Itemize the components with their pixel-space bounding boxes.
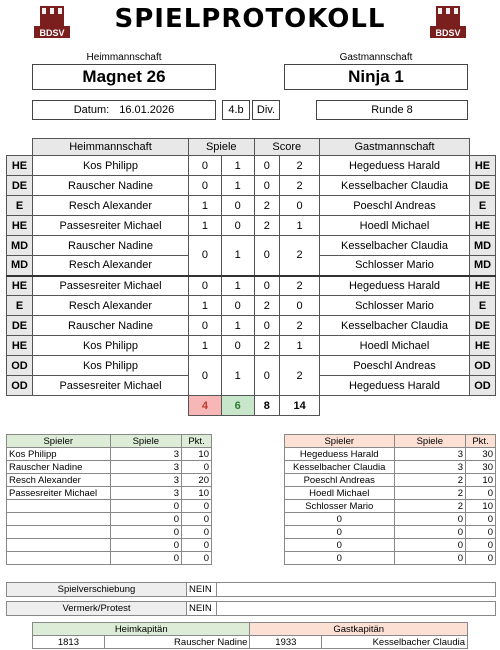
match-type: MD xyxy=(7,236,33,256)
captains-table xyxy=(32,622,468,649)
home-games: 0 xyxy=(189,276,222,296)
match-type-guest: HE xyxy=(470,336,496,356)
home-player: Resch Alexander xyxy=(33,256,189,276)
division-box: Div. xyxy=(252,100,280,120)
guest-score: 0 xyxy=(280,296,320,316)
stats-games: 0 xyxy=(110,500,182,513)
home-score: 2 xyxy=(254,336,280,356)
guest-score: 2 xyxy=(280,176,320,196)
stats-row xyxy=(7,552,212,565)
stats-games: 0 xyxy=(110,513,182,526)
stats-games: 3 xyxy=(394,461,466,474)
guest-score: 2 xyxy=(280,236,320,276)
stats-points: 10 xyxy=(182,448,212,461)
match-type-guest: OD xyxy=(470,376,496,396)
stats-player: 0 xyxy=(285,513,395,526)
svg-text:BDSV: BDSV xyxy=(39,28,65,38)
match-type: HE xyxy=(7,336,33,356)
match-type: E xyxy=(7,296,33,316)
guest-player: Hegeduess Harald xyxy=(320,276,470,296)
stats-games: 0 xyxy=(394,513,466,526)
home-player: Rauscher Nadine xyxy=(33,176,189,196)
stats-points: 20 xyxy=(182,474,212,487)
stats-row xyxy=(285,474,496,487)
home-captain-label: Heimkapitän xyxy=(33,623,250,636)
guest-score: 0 xyxy=(280,196,320,216)
svg-text:BDSV: BDSV xyxy=(435,28,461,38)
stats-points: 0 xyxy=(182,552,212,565)
home-player: Kos Philipp xyxy=(33,336,189,356)
stats-points: 0 xyxy=(466,539,496,552)
home-score: 0 xyxy=(254,276,280,296)
stats-player: Kos Philipp xyxy=(7,448,111,461)
stats-player xyxy=(7,526,111,539)
round-box: Runde 8 xyxy=(316,100,468,120)
stats-games: 3 xyxy=(110,487,182,500)
match-type: HE xyxy=(7,216,33,236)
home-score: 0 xyxy=(254,156,280,176)
stats-row xyxy=(7,487,212,500)
match-type: HE xyxy=(7,276,33,296)
stats-points: 0 xyxy=(466,513,496,526)
match-type-guest: OD xyxy=(470,356,496,376)
match-type-guest: DE xyxy=(470,316,496,336)
stats-points: 0 xyxy=(466,526,496,539)
match-type: E xyxy=(7,196,33,216)
postponement-row xyxy=(6,582,496,597)
guest-player: Hoedl Michael xyxy=(320,216,470,236)
page-title: SPIELPROTOKOLL xyxy=(114,4,386,34)
stats-player: Hoedl Michael xyxy=(285,487,395,500)
guest-score: 2 xyxy=(280,316,320,336)
stats-player: 0 xyxy=(285,539,395,552)
guest-captain-id: 1933 xyxy=(250,636,322,649)
guest-games: 1 xyxy=(221,276,254,296)
guest-games: 1 xyxy=(221,356,254,396)
match-type: HE xyxy=(7,156,33,176)
home-score: 2 xyxy=(254,296,280,316)
date-value: 16.01.2026 xyxy=(119,104,175,116)
match-type-guest: DE xyxy=(470,176,496,196)
match-row xyxy=(7,316,496,336)
stats-row xyxy=(285,448,496,461)
stats-row xyxy=(285,461,496,474)
match-row xyxy=(7,236,496,256)
stats-games: 3 xyxy=(110,474,182,487)
stats-row xyxy=(7,513,212,526)
stats-points: 0 xyxy=(466,552,496,565)
home-score: 0 xyxy=(254,236,280,276)
protest-label: Vermerk/Protest xyxy=(7,602,187,616)
total-guest-games: 6 xyxy=(221,396,254,416)
guest-player: Kesselbacher Claudia xyxy=(320,176,470,196)
match-type-guest: HE xyxy=(470,216,496,236)
home-team-name: Magnet 26 xyxy=(32,64,216,90)
guest-games: 0 xyxy=(221,196,254,216)
stats-row xyxy=(7,539,212,552)
guest-team-name: Ninja 1 xyxy=(284,64,468,90)
stats-games: 3 xyxy=(394,448,466,461)
stats-player xyxy=(7,552,111,565)
stats-points: 30 xyxy=(466,461,496,474)
home-captain-id: 1813 xyxy=(33,636,105,649)
match-table xyxy=(6,138,496,416)
match-type-guest: HE xyxy=(470,156,496,176)
home-team-label: Heimmannschaft xyxy=(86,52,162,63)
home-stats-player-header: Spieler xyxy=(7,435,111,448)
guest-player: Hegeduess Harald xyxy=(320,156,470,176)
match-type: OD xyxy=(7,356,33,376)
guest-player: Poeschl Andreas xyxy=(320,196,470,216)
guest-captain-label: Gastkapitän xyxy=(250,623,468,636)
stats-games: 3 xyxy=(110,448,182,461)
guest-captain-name: Kesselbacher Claudia xyxy=(322,636,468,649)
stats-points: 0 xyxy=(182,461,212,474)
guest-player: Poeschl Andreas xyxy=(320,356,470,376)
guest-stats-player-header: Spieler xyxy=(285,435,395,448)
stats-row xyxy=(285,526,496,539)
col-score: Score xyxy=(254,139,320,156)
stats-row xyxy=(285,513,496,526)
guest-games: 0 xyxy=(221,216,254,236)
total-home-games: 4 xyxy=(189,396,222,416)
home-games: 0 xyxy=(189,156,222,176)
stats-player xyxy=(7,539,111,552)
match-row xyxy=(7,296,496,316)
stats-points: 0 xyxy=(182,526,212,539)
guest-games: 0 xyxy=(221,336,254,356)
stats-games: 3 xyxy=(110,461,182,474)
match-type: MD xyxy=(7,256,33,276)
match-row xyxy=(7,156,496,176)
stats-player: Rauscher Nadine xyxy=(7,461,111,474)
protest-row xyxy=(6,601,496,616)
match-row xyxy=(7,336,496,356)
guest-player: Schlosser Mario xyxy=(320,296,470,316)
postponement-value: NEIN xyxy=(187,583,217,597)
league-box: 4.b xyxy=(222,100,250,120)
stats-player: Schlosser Mario xyxy=(285,500,395,513)
col-games: Spiele xyxy=(189,139,255,156)
stats-player xyxy=(7,513,111,526)
stats-player: Poeschl Andreas xyxy=(285,474,395,487)
home-player: Rauscher Nadine xyxy=(33,316,189,336)
guest-score: 1 xyxy=(280,216,320,236)
home-games: 0 xyxy=(189,316,222,336)
stats-points: 0 xyxy=(182,500,212,513)
stats-games: 2 xyxy=(394,487,466,500)
stats-points: 0 xyxy=(182,513,212,526)
stats-row xyxy=(7,448,212,461)
guest-games: 0 xyxy=(221,296,254,316)
match-type-guest: E xyxy=(470,196,496,216)
home-player: Resch Alexander xyxy=(33,296,189,316)
guest-games: 1 xyxy=(221,316,254,336)
guest-games: 1 xyxy=(221,176,254,196)
match-type: DE xyxy=(7,316,33,336)
match-type-guest: HE xyxy=(470,276,496,296)
col-guest: Gastmannschaft xyxy=(320,139,470,156)
col-home: Heimmannschaft xyxy=(33,139,189,156)
home-games: 1 xyxy=(189,216,222,236)
home-player: Kos Philipp xyxy=(33,356,189,376)
home-games: 0 xyxy=(189,176,222,196)
match-type: DE xyxy=(7,176,33,196)
match-row xyxy=(7,196,496,216)
total-guest-score: 14 xyxy=(280,396,320,416)
match-row xyxy=(7,276,496,296)
guest-player: Kesselbacher Claudia xyxy=(320,316,470,336)
match-row xyxy=(7,356,496,376)
stats-row xyxy=(285,500,496,513)
stats-player: 0 xyxy=(285,526,395,539)
home-player: Rauscher Nadine xyxy=(33,236,189,256)
stats-games: 0 xyxy=(110,526,182,539)
stats-player: 0 xyxy=(285,552,395,565)
stats-player xyxy=(7,500,111,513)
stats-points: 10 xyxy=(466,474,496,487)
guest-games: 1 xyxy=(221,236,254,276)
home-stats-pts-header: Pkt. xyxy=(182,435,212,448)
guest-games: 1 xyxy=(221,156,254,176)
guest-score: 1 xyxy=(280,336,320,356)
home-stats-games-header: Spiele xyxy=(110,435,182,448)
stats-row xyxy=(7,500,212,513)
guest-score: 2 xyxy=(280,156,320,176)
home-player: Passesreiter Michael xyxy=(33,376,189,396)
stats-games: 0 xyxy=(110,552,182,565)
home-player: Passesreiter Michael xyxy=(33,216,189,236)
stats-games: 0 xyxy=(394,526,466,539)
guest-stats-table xyxy=(284,434,496,565)
stats-row xyxy=(7,461,212,474)
stats-row xyxy=(285,539,496,552)
stats-points: 10 xyxy=(466,500,496,513)
match-type-guest: E xyxy=(470,296,496,316)
date-label: Datum: xyxy=(73,104,110,116)
stats-points: 10 xyxy=(182,487,212,500)
home-games: 1 xyxy=(189,336,222,356)
stats-player: Resch Alexander xyxy=(7,474,111,487)
home-score: 0 xyxy=(254,356,280,396)
stats-row xyxy=(285,487,496,500)
guest-score: 2 xyxy=(280,356,320,396)
match-row xyxy=(7,176,496,196)
stats-games: 0 xyxy=(394,552,466,565)
home-player: Passesreiter Michael xyxy=(33,276,189,296)
home-stats-table xyxy=(6,434,212,565)
stats-games: 0 xyxy=(394,539,466,552)
home-score: 0 xyxy=(254,176,280,196)
stats-games: 2 xyxy=(394,500,466,513)
stats-points: 30 xyxy=(466,448,496,461)
home-player: Resch Alexander xyxy=(33,196,189,216)
stats-player: Kesselbacher Claudia xyxy=(285,461,395,474)
guest-player: Kesselbacher Claudia xyxy=(320,236,470,256)
home-games: 1 xyxy=(189,296,222,316)
guest-team-label: Gastmannschaft xyxy=(339,52,413,63)
guest-player: Hoedl Michael xyxy=(320,336,470,356)
match-type: OD xyxy=(7,376,33,396)
home-score: 2 xyxy=(254,196,280,216)
home-games: 1 xyxy=(189,196,222,216)
match-type-guest: MD xyxy=(470,256,496,276)
protest-value: NEIN xyxy=(187,602,217,616)
home-player: Kos Philipp xyxy=(33,156,189,176)
date-box xyxy=(32,100,216,120)
match-row xyxy=(7,216,496,236)
match-type-guest: MD xyxy=(470,236,496,256)
guest-score: 2 xyxy=(280,276,320,296)
stats-points: 0 xyxy=(466,487,496,500)
stats-row xyxy=(7,474,212,487)
stats-row xyxy=(7,526,212,539)
total-home-score: 8 xyxy=(254,396,280,416)
home-score: 0 xyxy=(254,316,280,336)
stats-player: Passesreiter Michael xyxy=(7,487,111,500)
guest-stats-pts-header: Pkt. xyxy=(466,435,496,448)
stats-games: 2 xyxy=(394,474,466,487)
stats-row xyxy=(285,552,496,565)
guest-player: Schlosser Mario xyxy=(320,256,470,276)
home-captain-name: Rauscher Nadine xyxy=(104,636,250,649)
guest-stats-games-header: Spiele xyxy=(394,435,466,448)
stats-player: Hegeduess Harald xyxy=(285,448,395,461)
postponement-label: Spielverschiebung xyxy=(7,583,187,597)
stats-games: 0 xyxy=(110,539,182,552)
home-score: 2 xyxy=(254,216,280,236)
stats-points: 0 xyxy=(182,539,212,552)
home-games: 0 xyxy=(189,236,222,276)
home-games: 0 xyxy=(189,356,222,396)
guest-player: Hegeduess Harald xyxy=(320,376,470,396)
